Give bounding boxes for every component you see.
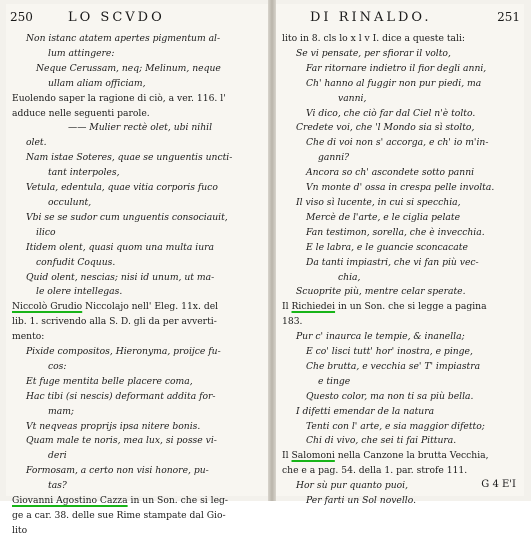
text-line: Vt neqveas proprijs ipsa nitere bonis. [26, 420, 201, 432]
text-line: Vetula, edentula, quae vitia corporis fuco [26, 182, 218, 194]
left-page-number: 250 [10, 10, 33, 24]
highlighted-author-name: Giovanni Agostino Cazza [12, 495, 128, 507]
text-line: I difetti emendar de la natura [296, 405, 435, 417]
text-line: Quam male te noris, mea lux, si posse vi- [26, 435, 217, 447]
text-line: vanni, [338, 92, 367, 104]
text-line: ullam aliam officiam, [48, 77, 146, 89]
text-line: Quid olent, nescias; nisi id unum, ut ma- [26, 271, 215, 283]
text-line: Pixide compositos, Hieronyma, proijce fu- [26, 346, 221, 358]
text-line: E co' lisci tutt' hor' inostra, e pinge, [306, 346, 473, 358]
right-page [276, 4, 524, 507]
text-line: Il viso sì lucente, in cui si specchia, [296, 196, 461, 208]
text-line: mam; [48, 405, 74, 417]
highlighted-author-name: Salomoni [291, 450, 335, 462]
text-line: Tenti con l' arte, e sia maggior difetto; [306, 420, 485, 432]
text-line: Mercè de l'arte, e le ciglia pelate [306, 211, 461, 223]
text-line: lib. 1. scrivendo alla S. D. gli da per avverti- [12, 316, 217, 328]
right-page-header [276, 10, 524, 28]
text-line: Chi di vivo, che sei ti fai Pittura. [306, 435, 457, 447]
right-running-title: DI RINALDO. [310, 10, 432, 25]
highlighted-author-name: Niccolò Grudio [12, 301, 83, 313]
text-line: Scuoprite più, mentre celar sperate. [296, 286, 466, 298]
text-line: Hor sù pur quanto puoi, [296, 480, 409, 492]
left-page [6, 4, 268, 536]
text-line: adduce nelle seguenti parole. [12, 107, 150, 119]
text-line: Vn monte d' ossa in crespa pelle involta. [306, 182, 495, 194]
text-line: deri [48, 450, 67, 462]
text-line: Questo color, ma non ti sa più bella. [306, 390, 474, 402]
text-line: Se vi pensate, per sfiorar il volto, [296, 47, 451, 59]
text-line: cos: [48, 360, 67, 372]
text-line: lito in 8. cls lo x l v I. dice a queste tali: [282, 33, 465, 44]
text-line: Niccolò Grudio Niccolajo nell' Eleg. 11x. del [12, 301, 219, 313]
text-line: ilico [36, 226, 56, 238]
text-line: Che brutta, e vecchia se' T' impiastra [306, 360, 481, 372]
text-line: e tinge [318, 375, 351, 387]
text-line: Non istanc atatem apertes pigmentum al- [26, 33, 221, 44]
text-line: tant interpoles, [48, 167, 120, 179]
text-line: Fan testimon, sorella, che è invecchia. [306, 226, 485, 238]
text-line: mento: [12, 331, 45, 343]
text-line: lum attingere: [48, 47, 115, 59]
text-line: Ch' hanno al fuggir non pur piedi, ma [306, 77, 482, 89]
text-line: lito [12, 524, 28, 536]
text-line: confudit Coquus. [36, 256, 116, 268]
text-line: le olere intellegas. [36, 286, 123, 298]
text-line: ganni? [318, 152, 350, 164]
text-line: Vbi se se sudor cum unguentis consociauit, [26, 211, 228, 223]
right-text-block [282, 32, 518, 509]
text-line: Da tanti impiastri, che vi fan più vec- [306, 256, 479, 268]
text-line: Il Salomoni nella Canzone la brutta Vecchia, [282, 450, 489, 462]
right-page-number: 251 [497, 10, 520, 24]
text-line: tas? [48, 480, 67, 492]
left-page-header [6, 10, 268, 28]
text-line: 183. [282, 316, 303, 328]
text-line: che e a pag. 54. della 1. par. strofe 111. [282, 465, 468, 477]
text-line: Far ritornare indietro il fior degli anni, [306, 62, 487, 74]
text-line: Nam istae Soteres, quae se unguentis uncti- [26, 152, 233, 164]
text-line: Neque Cerussam, neq; Melinum, neque [36, 62, 221, 74]
text-line: Il Richiedei in un Son. che si legge a pagina [282, 301, 487, 313]
highlighted-author-name: Richiedei [291, 301, 336, 313]
left-text-block [12, 32, 262, 539]
text-line: —— Mulier rectè olet, ubi nihil [68, 122, 213, 134]
book-gutter [268, 0, 276, 501]
text-line: Itidem olent, quasi quom una multa iura [26, 241, 214, 253]
text-line: ge a car. 38. delle sue Rime stampate dal Gio- [12, 510, 226, 521]
left-running-title: LO SCVDO [68, 10, 165, 25]
text-line: Et fuge mentita belle placere coma, [26, 375, 193, 387]
text-line: E le labra, e le guancie sconcacate [306, 241, 468, 253]
text-line: Euolendo saper la ragione di ciò, a ver. 116. l' [12, 92, 226, 104]
text-line: Giovanni Agostino Cazza in un Son. che si leg- [12, 495, 228, 507]
text-line: Che di voi non s' accorga, e ch' io m'in- [306, 137, 489, 149]
signature-mark: G 4 E'I [481, 479, 516, 490]
text-line: occulunt, [48, 196, 92, 208]
text-line: olet. [26, 137, 47, 149]
text-line: Formosam, a certo non visi honore, pu- [26, 465, 209, 477]
text-line: chia, [338, 271, 361, 283]
text-line: Ancora so ch' ascondete sotto panni [306, 167, 475, 179]
text-line: Pur c' inaurca le tempie, & inanella; [296, 331, 465, 343]
text-line: Vi dico, che ciò far dal Ciel n'è tolto. [306, 107, 476, 119]
text-line: Credete voi, che 'l Mondo sia sì stolto, [296, 122, 475, 134]
text-line: Hac tibi (si nescis) deformant addita for- [26, 390, 216, 402]
text-line: Per farti un Sol novello. [306, 495, 417, 507]
